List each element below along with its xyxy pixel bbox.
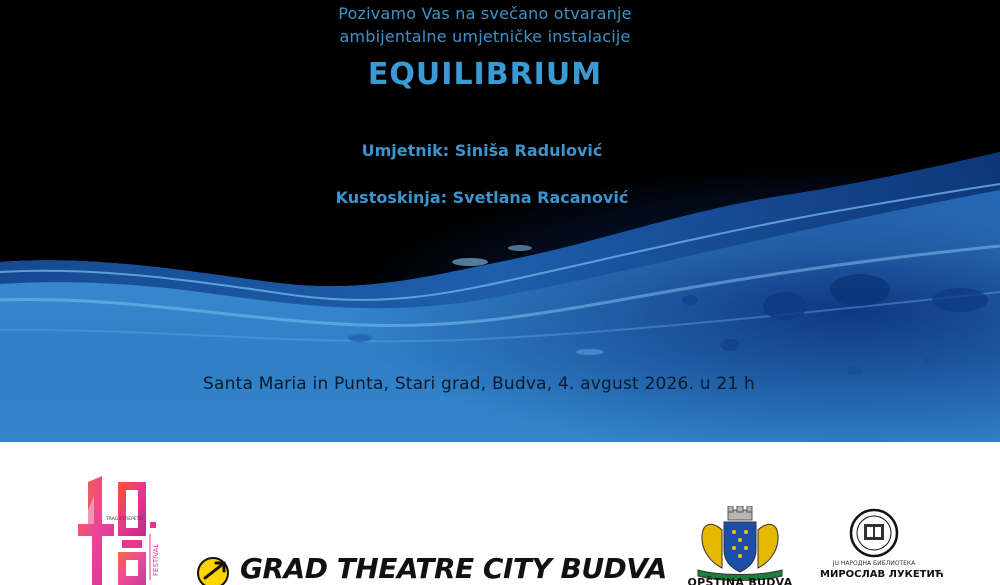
grad-theatre-name: GRAD THEATRE CITY BUDVA: [240, 552, 667, 585]
library-name: МИРОСЛАВ ЛУКЕТИЋ: [820, 569, 944, 580]
invitation-line-1: Pozivamo Vas na svečano otvaranje: [338, 4, 632, 23]
festival-side-text: FESTIVAL: [152, 543, 160, 576]
artist-credit: Umjetnik: Siniša Radulović: [361, 141, 603, 160]
library-institution-text: JU НАРОДНА БИБЛИОТЕКА: [832, 560, 916, 567]
municipality-name: OPŠTINA BUDVA: [687, 576, 793, 585]
festival-small-text: TRAG I TREPETO: [106, 517, 143, 522]
curator-credit: Kustoskinja: Svetlana Racanović: [335, 188, 629, 207]
invitation-line-2: ambijentalne umjetničke instalacije: [339, 27, 631, 46]
festival-40-logo: [78, 476, 180, 585]
coat-of-arms-icon: [690, 506, 790, 585]
venue-date-line: Santa Maria in Punta, Stari grad, Budva, 4. avgust 2026. u 21 h: [203, 374, 755, 394]
exhibition-title: EQUILIBRIUM: [367, 57, 603, 92]
